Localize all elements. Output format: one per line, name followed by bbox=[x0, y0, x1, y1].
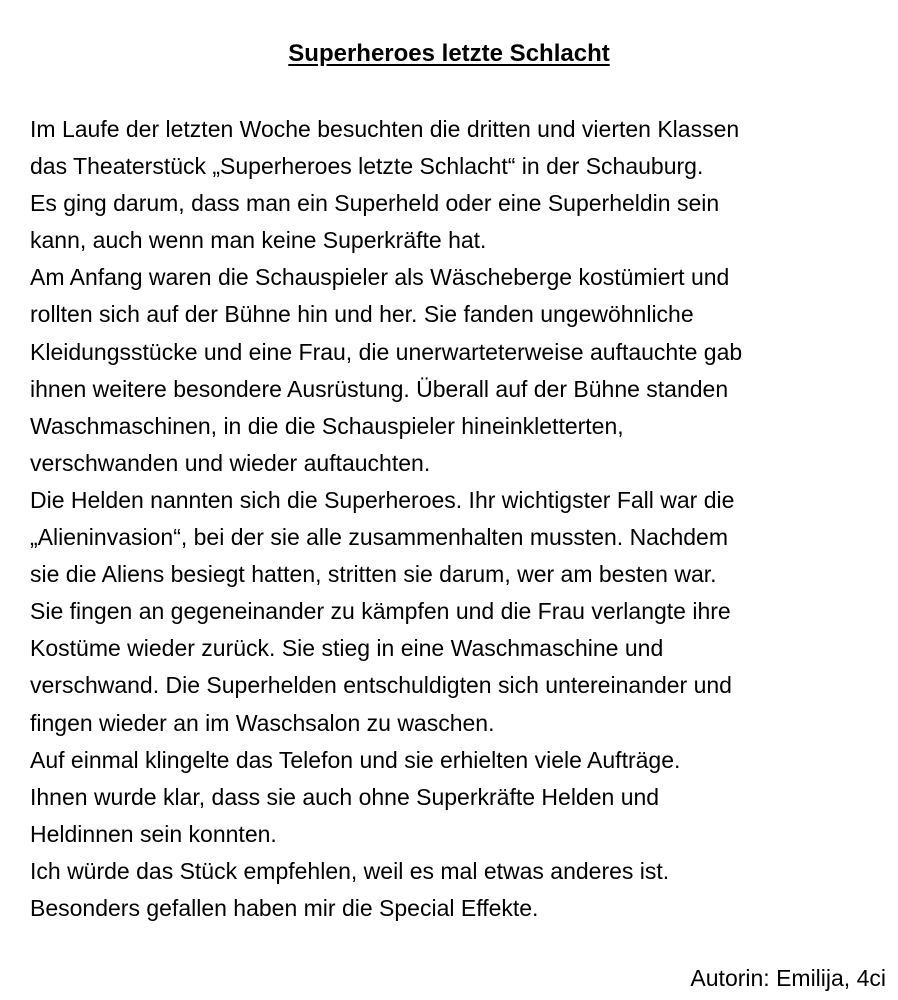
text-line: verschwanden und wieder auftauchten. bbox=[30, 449, 431, 476]
text-line: Heldinnen sein konnten. bbox=[30, 820, 277, 847]
document-title: Superheroes letzte Schlacht bbox=[288, 40, 610, 67]
text-line: Sie fingen an gegeneinander zu kämpfen und die Frau verlangte ihre bbox=[30, 598, 731, 625]
text-line: Besonders gefallen haben mir die Special Effekte. bbox=[30, 894, 539, 921]
text-line: verschwand. Die Superhelden entschuldigten sich untereinander und bbox=[30, 672, 732, 699]
text-line: Ihnen wurde klar, dass sie auch ohne Superkräfte Helden und bbox=[30, 783, 660, 810]
text-line: das Theaterstück „Superheroes letzte Schlacht“ in der Schauburg. bbox=[30, 153, 704, 180]
text-line: Am Anfang waren die Schauspieler als Wäscheberge kostümiert und bbox=[30, 264, 730, 291]
text-line: Es ging darum, dass man ein Superheld oder eine Superheldin sein bbox=[30, 190, 720, 217]
text-line: fingen wieder an im Waschsalon zu waschen. bbox=[30, 709, 495, 736]
text-line: Im Laufe der letzten Woche besuchten die dritten und vierten Klassen bbox=[30, 116, 740, 142]
text-line: „Alieninvasion“, bei der sie alle zusammenhalten mussten. Nachdem bbox=[30, 524, 729, 551]
text-line: rollten sich auf der Bühne hin und her. Sie fanden ungewöhnliche bbox=[30, 301, 694, 328]
text-line: Ich würde das Stück empfehlen, weil es mal etwas anderes ist. bbox=[30, 857, 670, 884]
text-line: Kostüme wieder zurück. Sie stieg in eine Waschmaschine und bbox=[30, 635, 664, 662]
author-signature: Autorin: Emilija, 4ci bbox=[690, 965, 886, 991]
text-line: Die Helden nannten sich die Superheroes. Ihr wichtigster Fall war die bbox=[30, 486, 735, 513]
text-line: Auf einmal klingelte das Telefon und sie erhielten viele Aufträge. bbox=[30, 746, 681, 773]
text-line: Kleidungsstücke und eine Frau, die unerwarteterweise auftauchte gab bbox=[30, 338, 743, 365]
text-line: Waschmaschinen, in die die Schauspieler hineinkletterten, bbox=[30, 412, 624, 439]
text-line: sie die Aliens besiegt hatten, stritten sie darum, wer am besten war. bbox=[30, 561, 717, 588]
text-line: kann, auch wenn man keine Superkräfte hat. bbox=[30, 227, 487, 254]
text-line: ihnen weitere besondere Ausrüstung. Überall auf der Bühne standen bbox=[30, 375, 729, 402]
article-body bbox=[30, 111, 890, 927]
